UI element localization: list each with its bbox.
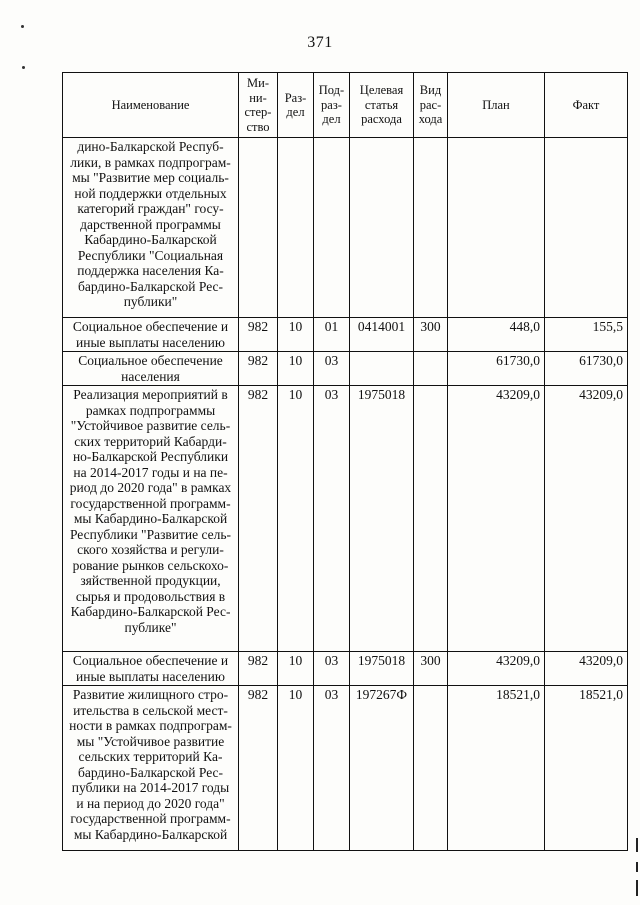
scan-speck — [22, 66, 25, 69]
table-row — [63, 686, 628, 851]
row-fact: 43209,0 — [545, 386, 628, 652]
header-subsection — [314, 73, 350, 138]
row-plan: 448,0 — [448, 318, 545, 352]
row-subsection: 03 — [314, 352, 350, 386]
table-header-row — [63, 73, 628, 138]
row-section: 10 — [278, 386, 314, 652]
header-target — [350, 73, 414, 138]
header-ministry — [239, 73, 278, 138]
budget-table — [62, 72, 628, 851]
row-name: Социальное обеспечение населения — [63, 352, 239, 386]
header-fact-label: Факт — [572, 97, 600, 112]
row-expense-type: 300 — [414, 318, 448, 352]
scan-edge-mark — [636, 862, 638, 872]
header-name-label: Наименование — [111, 97, 190, 112]
row-fact: 18521,0 — [545, 686, 628, 851]
header-plan-label: План — [482, 97, 510, 112]
row-expense-type: 300 — [414, 652, 448, 686]
row-ministry: 982 — [239, 386, 278, 652]
row-target: 197267Ф — [350, 686, 414, 851]
header-name — [63, 73, 239, 138]
row-subsection — [314, 138, 350, 318]
row-ministry: 982 — [239, 318, 278, 352]
row-ministry: 982 — [239, 652, 278, 686]
row-ministry: 982 — [239, 352, 278, 386]
header-target-label: Целевая статья расхода — [359, 83, 404, 127]
row-expense-type — [414, 352, 448, 386]
header-expense-type — [414, 73, 448, 138]
row-subsection: 03 — [314, 686, 350, 851]
row-subsection: 03 — [314, 386, 350, 652]
row-ministry — [239, 138, 278, 318]
header-expense-type-label: Вид рас- хода — [418, 83, 443, 127]
row-fact: 61730,0 — [545, 352, 628, 386]
row-target — [350, 352, 414, 386]
row-fact — [545, 138, 628, 318]
header-plan — [448, 73, 545, 138]
row-fact: 155,5 — [545, 318, 628, 352]
table-row — [63, 386, 628, 652]
row-target: 1975018 — [350, 386, 414, 652]
header-ministry-label: Ми- ни- стер- ство — [244, 76, 272, 134]
row-plan: 61730,0 — [448, 352, 545, 386]
table-row — [63, 138, 628, 318]
header-section-label: Раз- дел — [284, 90, 307, 119]
table-row — [63, 352, 628, 386]
row-subsection: 03 — [314, 652, 350, 686]
row-section — [278, 138, 314, 318]
row-plan: 43209,0 — [448, 386, 545, 652]
table-row — [63, 318, 628, 352]
row-plan: 18521,0 — [448, 686, 545, 851]
row-name: Развитие жилищного стро- ительства в сельской мест- ности в рамках подпрограм- мы "Устойчивое развитие сельских территорий Ка- бардино-Балкарской Рес- публики на 2014-2017 годы и на период до 2020 года" государственной программ- мы Кабардино-Балкарской — [63, 686, 239, 851]
scan-edge-mark — [636, 880, 638, 896]
header-subsection-label: Под- раз- дел — [318, 83, 345, 127]
row-target: 1975018 — [350, 652, 414, 686]
row-section: 10 — [278, 318, 314, 352]
row-expense-type — [414, 686, 448, 851]
row-target: 0414001 — [350, 318, 414, 352]
row-section: 10 — [278, 686, 314, 851]
header-fact — [545, 73, 628, 138]
row-section: 10 — [278, 352, 314, 386]
row-section: 10 — [278, 652, 314, 686]
table-row — [63, 652, 628, 686]
table-body — [63, 138, 628, 851]
page-number: 371 — [307, 34, 333, 51]
row-name: Социальное обеспечение и иные выплаты населению — [63, 652, 239, 686]
row-plan — [448, 138, 545, 318]
row-expense-type — [414, 138, 448, 318]
row-name: дино-Балкарской Респуб- лики, в рамках подпрограм- мы "Развитие мер социаль- ной поддержки отдельных категорий граждан" госу- дарственной программы Кабардино-Балкарской Республики "Социальная поддержка населения Ка- бардино-Балкарской Рес- публики" — [63, 138, 239, 318]
row-plan: 43209,0 — [448, 652, 545, 686]
row-expense-type — [414, 386, 448, 652]
header-section — [278, 73, 314, 138]
row-fact: 43209,0 — [545, 652, 628, 686]
row-subsection: 01 — [314, 318, 350, 352]
row-name: Реализация мероприятий в рамках подпрограммы "Устойчивое развитие сель- ских территорий Кабарди- но-Балкарской Республики на 2014-2017 годы и на пе- риод до 2020 года" в рамках государственной программ- мы Кабардино-Балкарской Республики "Развитие сель- ского хозяйства и регули- рование рынков сельскохо- зяйственной продукции, сырья и продовольствия в Кабардино-Балкарской Рес- публике" — [63, 386, 239, 652]
row-ministry: 982 — [239, 686, 278, 851]
scan-edge-mark — [636, 838, 638, 852]
row-target — [350, 138, 414, 318]
row-name: Социальное обеспечение и иные выплаты населению — [63, 318, 239, 352]
scan-speck — [21, 25, 24, 28]
